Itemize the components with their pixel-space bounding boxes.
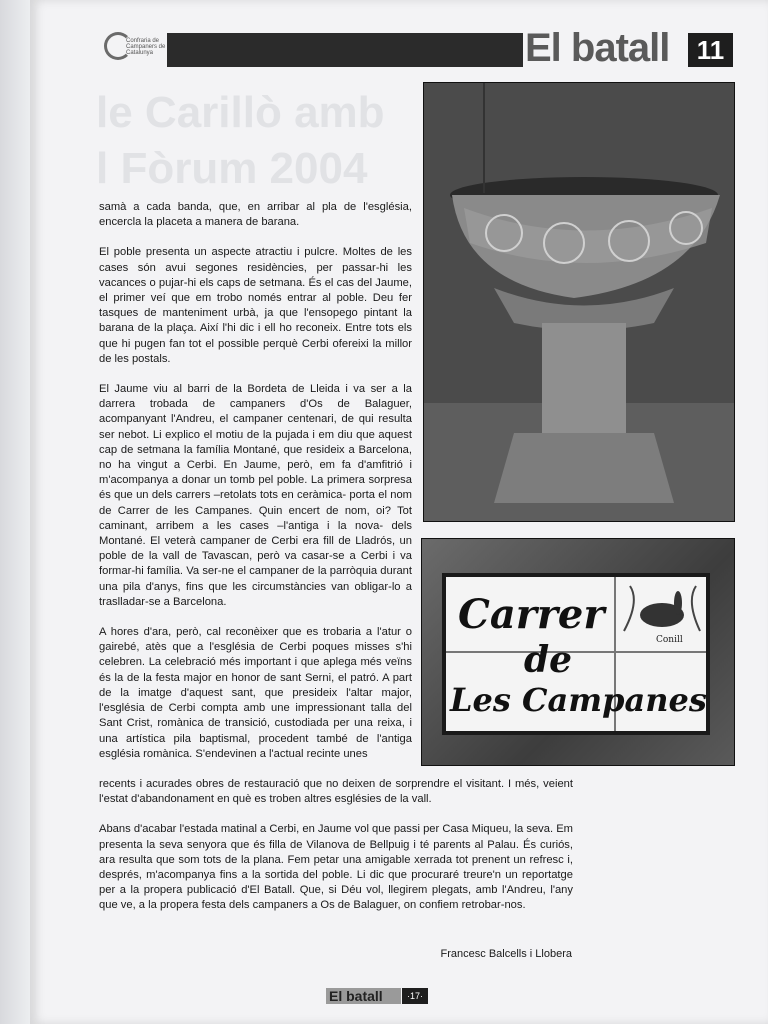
sign-line-3: Les Campanes bbox=[450, 681, 707, 719]
article-column bbox=[99, 200, 412, 777]
bleed-through-title bbox=[96, 85, 426, 205]
page-number-badge: 11 bbox=[688, 33, 733, 67]
ceramic-street-sign bbox=[442, 573, 710, 735]
sign-line-2: de bbox=[524, 639, 573, 681]
paragraph: A hores d'ara, però, cal reconèixer que es trobaria a l'atur o gairebé, atès que a l'església de Cerbi poques misses s'hi celebren. La celebració més important i que aplega més veïns és la de la festa major en honor de sant Serni, el patró. A part de la imatge d'aquest sant, que presideix l'altar major, l'església de Cerbi compta amb une impressionant talla del Sant Crist, romànica de transició, custodiada per una reixa, i una artística pila baptismal, procedent també de l'antiga església romànica. S'endevinen a l'actual recinte unes bbox=[99, 626, 412, 760]
baptismal-font-photo bbox=[423, 82, 735, 522]
page-fold bbox=[0, 0, 30, 1024]
paragraph: recents i acurades obres de restauració que no deixen de sorprendre el visitant. I més, veient l'estat d'abandonament en què es troben altres esglésies de la vall. bbox=[99, 778, 573, 806]
bleed-through-line-1: le Carillò amb bbox=[96, 88, 385, 137]
footer-page-number: ·17· bbox=[402, 988, 428, 1004]
rabbit-emblem-icon bbox=[620, 581, 704, 639]
paragraph: samà a cada banda, que, en arribar al pla de l'església, encercla la placeta a manera de barana. bbox=[99, 201, 412, 229]
magazine-title: El batall bbox=[525, 26, 670, 70]
author-byline: Francesc Balcells i Llobera bbox=[440, 948, 572, 960]
paragraph: Abans d'acabar l'estada matinal a Cerbi, en Jaume vol que passi per Casa Miqueu, la seva. Em presenta la seva senyora que és filla de Vilanova de Bellpuig i té parents al Palau. És curiós, ara resulta que som tots de la plana. Fem petar una amigable xerrada tot prenent un refresc i, després, m'acompanya fins a la sortida del poble. Li dic que procuraré treure'n un reportatge per a la propera publicació d'El Batall. Que, si Déu vol, llegirem plegats, amb l'Andreu, l'any que ve, a la propera festa dels campaners a Os de Balaguer, on confiem retrobar-nos. bbox=[99, 823, 573, 912]
header-bar bbox=[167, 33, 523, 67]
tile-grout bbox=[446, 651, 706, 653]
baptismal-font-illustration bbox=[424, 83, 734, 521]
sign-line-1: Carrer bbox=[458, 591, 605, 638]
confraria-logo bbox=[104, 32, 164, 66]
bleed-through-line-2: l Fòrum 2004 bbox=[96, 144, 368, 193]
paragraph: El poble presenta un aspecte atractiu i pulcre. Moltes de les cases són avui segones residències, per passar-hi les vacances o pujar-hi els caps de setmana. És el cas del Jaume, el primer veí que em trobo només entrar al poble. Deu fer tasques de manteniment urbà, ja que l'ensopego pintant la barana de la plaça. Així l'hi dic i ell ho reconeix. Entre tots els que hi pugen fan tot el possible perquè Cerbi ofereixi la millor de les postals. bbox=[99, 246, 412, 365]
article-wide-text bbox=[99, 777, 573, 929]
footer-title: El batall bbox=[326, 988, 401, 1004]
sign-corner-label: Conill bbox=[656, 635, 683, 645]
paragraph: El Jaume viu al barri de la Bordeta de Lleida i va ser a la darrera trobada de campaners d'Os de Balaguer, acompanyant l'Andreu, el campaner centenari, de qui resulta ser nebot. Li explico el motiu de la pujada i em diu que aquest cap de setmana la família Montané, que resideix a Barcelona, no ha vingut a Cerbi. En Jaume, però, em fa d'amfitrió i m'acompanya a donar un tomb pel poble. La primera sorpresa és que un dels carrers –retolats tots en ceràmica- porta el nom de Carrer de les Campanes. Quin encert de nom, oi? Tot caminant, arribem a les cases –l'antiga i la nova- dels Montané. El veterà campaner de Cerbi era fill de Lladrós, un poble de la vall de Tavascan, però va casar-se a Cerbi i va formar-hi família. Va ser-ne el campaner de la parròquia durant una pila d'anys, fins que les circumstàncies van obligar-lo a traslladar-se a Barcelona. bbox=[99, 383, 412, 608]
street-sign-photo bbox=[421, 538, 735, 766]
logo-text: Confraria de Campaners de Catalunya bbox=[126, 38, 166, 56]
